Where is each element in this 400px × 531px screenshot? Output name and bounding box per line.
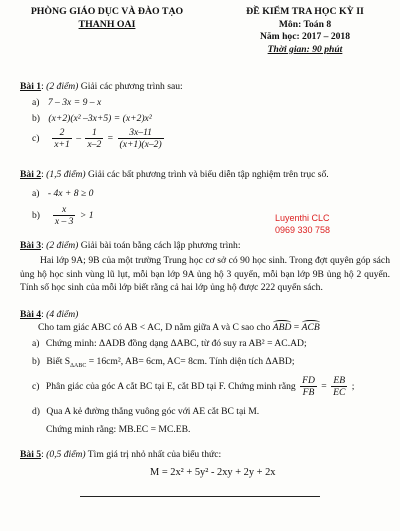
problem-1b-label: b) — [32, 113, 40, 124]
problem-4c-text: Phân giác của góc A cắt BC tại E, cắt BD tại F. Chứng minh rằng — [45, 381, 296, 393]
angle-equals: = — [291, 322, 302, 333]
department-line-1: PHÒNG GIÁO DỤC VÀ ĐÀO TẠO — [30, 6, 184, 17]
problem-2b — [32, 204, 94, 228]
problem-5-heading: Bài 5: (0,5 điểm) Tìm giá trị nhỏ nhất của biểu thức: — [20, 449, 222, 460]
problem-1a-equation: 7 – 3x = 9 – x — [47, 97, 102, 108]
problem-4b-text: Biết S — [46, 356, 71, 367]
problem-2a — [32, 188, 93, 199]
problem-4-intro — [38, 322, 320, 333]
problem-4-points: (4 điểm) — [46, 309, 79, 320]
problem-1-label: Bài 1 — [20, 81, 42, 92]
problem-4b-label: b) — [32, 356, 40, 367]
problem-4a-label: a) — [32, 338, 40, 349]
problem-5-label: Bài 5 — [20, 449, 42, 460]
problem-1a — [32, 97, 101, 108]
problem-1-heading: Bài 1: (2 điểm) Giải các phương trình sau: — [20, 81, 183, 92]
problem-1c — [32, 127, 166, 151]
problem-4c — [32, 375, 354, 399]
problem-1c-equals: = — [107, 133, 114, 145]
problem-4b-text-2: = 16cm², AB= 6cm, AC= 8cm. Tính diện tích ΔABD; — [86, 356, 295, 367]
problem-4a-text: Chứng minh: ΔADB đồng dạng ΔABC, từ đó suy ra AB² = AC.AD; — [45, 338, 307, 349]
problem-2-heading: Bài 2: (1,5 điểm) Giải các bất phương trình và biểu diễn tập nghiệm trên trục số. — [20, 169, 329, 180]
problem-2a-inequality: - 4x + 8 ≥ 0 — [47, 188, 94, 199]
exam-school-year: Năm học: 2017 – 2018 — [259, 31, 351, 43]
problem-4-label: Bài 4 — [20, 309, 42, 320]
end-divider — [80, 496, 320, 497]
angle-acb: ACB — [301, 322, 320, 333]
problem-2a-label: a) — [32, 188, 40, 199]
problem-3-points: (2 điểm) — [46, 240, 79, 251]
problem-3-label: Bài 3 — [20, 240, 42, 251]
problem-1c-fraction-3: $\frac{3x-11}{(x+1)(x-2)}$ — [119, 127, 162, 151]
problem-2-points: (1,5 điểm) — [46, 169, 86, 180]
exam-title: ĐỀ KIỂM TRA HỌC KỲ II — [246, 6, 364, 17]
problem-3-heading: Bài 3: (2 điểm) Giải bài toán bằng cách lập phương trình: — [20, 240, 241, 251]
header-exam-info — [215, 6, 395, 56]
exam-subject: Môn: Toán 8 — [278, 18, 332, 30]
problem-5-expression: M = 2x² + 5y² - 2xy + 2y + 2x — [150, 467, 276, 478]
problem-1c-label: c) — [32, 133, 40, 145]
problem-4a — [32, 338, 307, 349]
watermark-line-2: 0969 330 758 — [275, 225, 331, 236]
watermark-line-1: Luyenthi CLC — [275, 213, 330, 223]
problem-2b-label: b) — [32, 210, 40, 222]
problem-4c-equals: = — [321, 381, 327, 393]
problem-4d-text-2: Chứng minh rằng: MB.EC = MC.EB. — [46, 424, 191, 435]
angle-abd: ABD — [272, 322, 292, 333]
problem-4-intro-text: Cho tam giác ABC có AB < AC, D nằm giữa A và C sao cho — [38, 322, 273, 333]
problem-4d-text: Qua A kẻ đường thẳng vuông góc với AE cắt BC tại M. — [46, 406, 260, 417]
problem-3-body: Hai lớp 9A; 9B của một trường Trung học cơ sở có 90 học sinh. Trong đợt quyên góp sách ủng hộ học sinh vùng lũ lụt, mỗi bạn lớp 9A ủng hộ 3 quyển, mỗi bạn lớp 9B ủng hộ 2 quyển. Tính số học sinh của mỗi lớp biết rằng cả hai lớp ủng hộ được 222 quyển sách. — [20, 255, 390, 294]
department-line-2: THANH OAI — [78, 18, 136, 30]
problem-1-points: (2 điểm) — [46, 81, 79, 92]
header-department — [12, 6, 202, 31]
problem-4c-fraction-2: $\frac{EB}{EC}$ — [333, 375, 346, 399]
watermark — [275, 212, 330, 236]
problem-4d-label: d) — [32, 406, 40, 417]
problem-4-heading: Bài 4: (4 điểm) — [20, 309, 79, 320]
problem-5-prompt: Tìm giá trị nhỏ nhất của biểu thức: — [85, 449, 222, 460]
problem-1b — [32, 113, 152, 124]
problem-1c-fraction-2: $\frac{1}{x-2}$ — [87, 127, 102, 151]
problem-4c-label: c) — [32, 381, 40, 393]
problem-5-points: (0,5 điểm) — [46, 449, 86, 460]
problem-1c-fraction-1: $\frac{2}{x+1}$ — [54, 127, 70, 151]
problem-3-prompt: Giải bài toán bằng cách lập phương trình: — [78, 240, 241, 251]
problem-1b-equation: (x+2)(x² –3x+5) = (x+2)x² — [48, 113, 152, 124]
problem-4b-subscript: ΔABC — [70, 362, 87, 369]
problem-4b — [32, 356, 295, 370]
problem-1c-minus: – — [76, 133, 81, 145]
problem-4c-fraction-1: $\frac{FD}{FB}$ — [302, 375, 315, 399]
problem-2-label: Bài 2 — [20, 169, 42, 180]
exam-time-limit: Thời gian: 90 phút — [267, 43, 343, 55]
problem-4c-end: ; — [351, 381, 355, 393]
problem-2-prompt: Giải các bất phương trình và biểu diễn tập nghiệm trên trục số. — [85, 169, 329, 180]
problem-4d — [32, 406, 259, 417]
problem-2b-relation: > 1 — [79, 210, 94, 222]
problem-2b-fraction: $\frac{x}{x - 3}$ — [54, 204, 74, 228]
problem-1a-label: a) — [32, 97, 40, 108]
problem-1-prompt: Giải các phương trình sau: — [78, 81, 183, 92]
